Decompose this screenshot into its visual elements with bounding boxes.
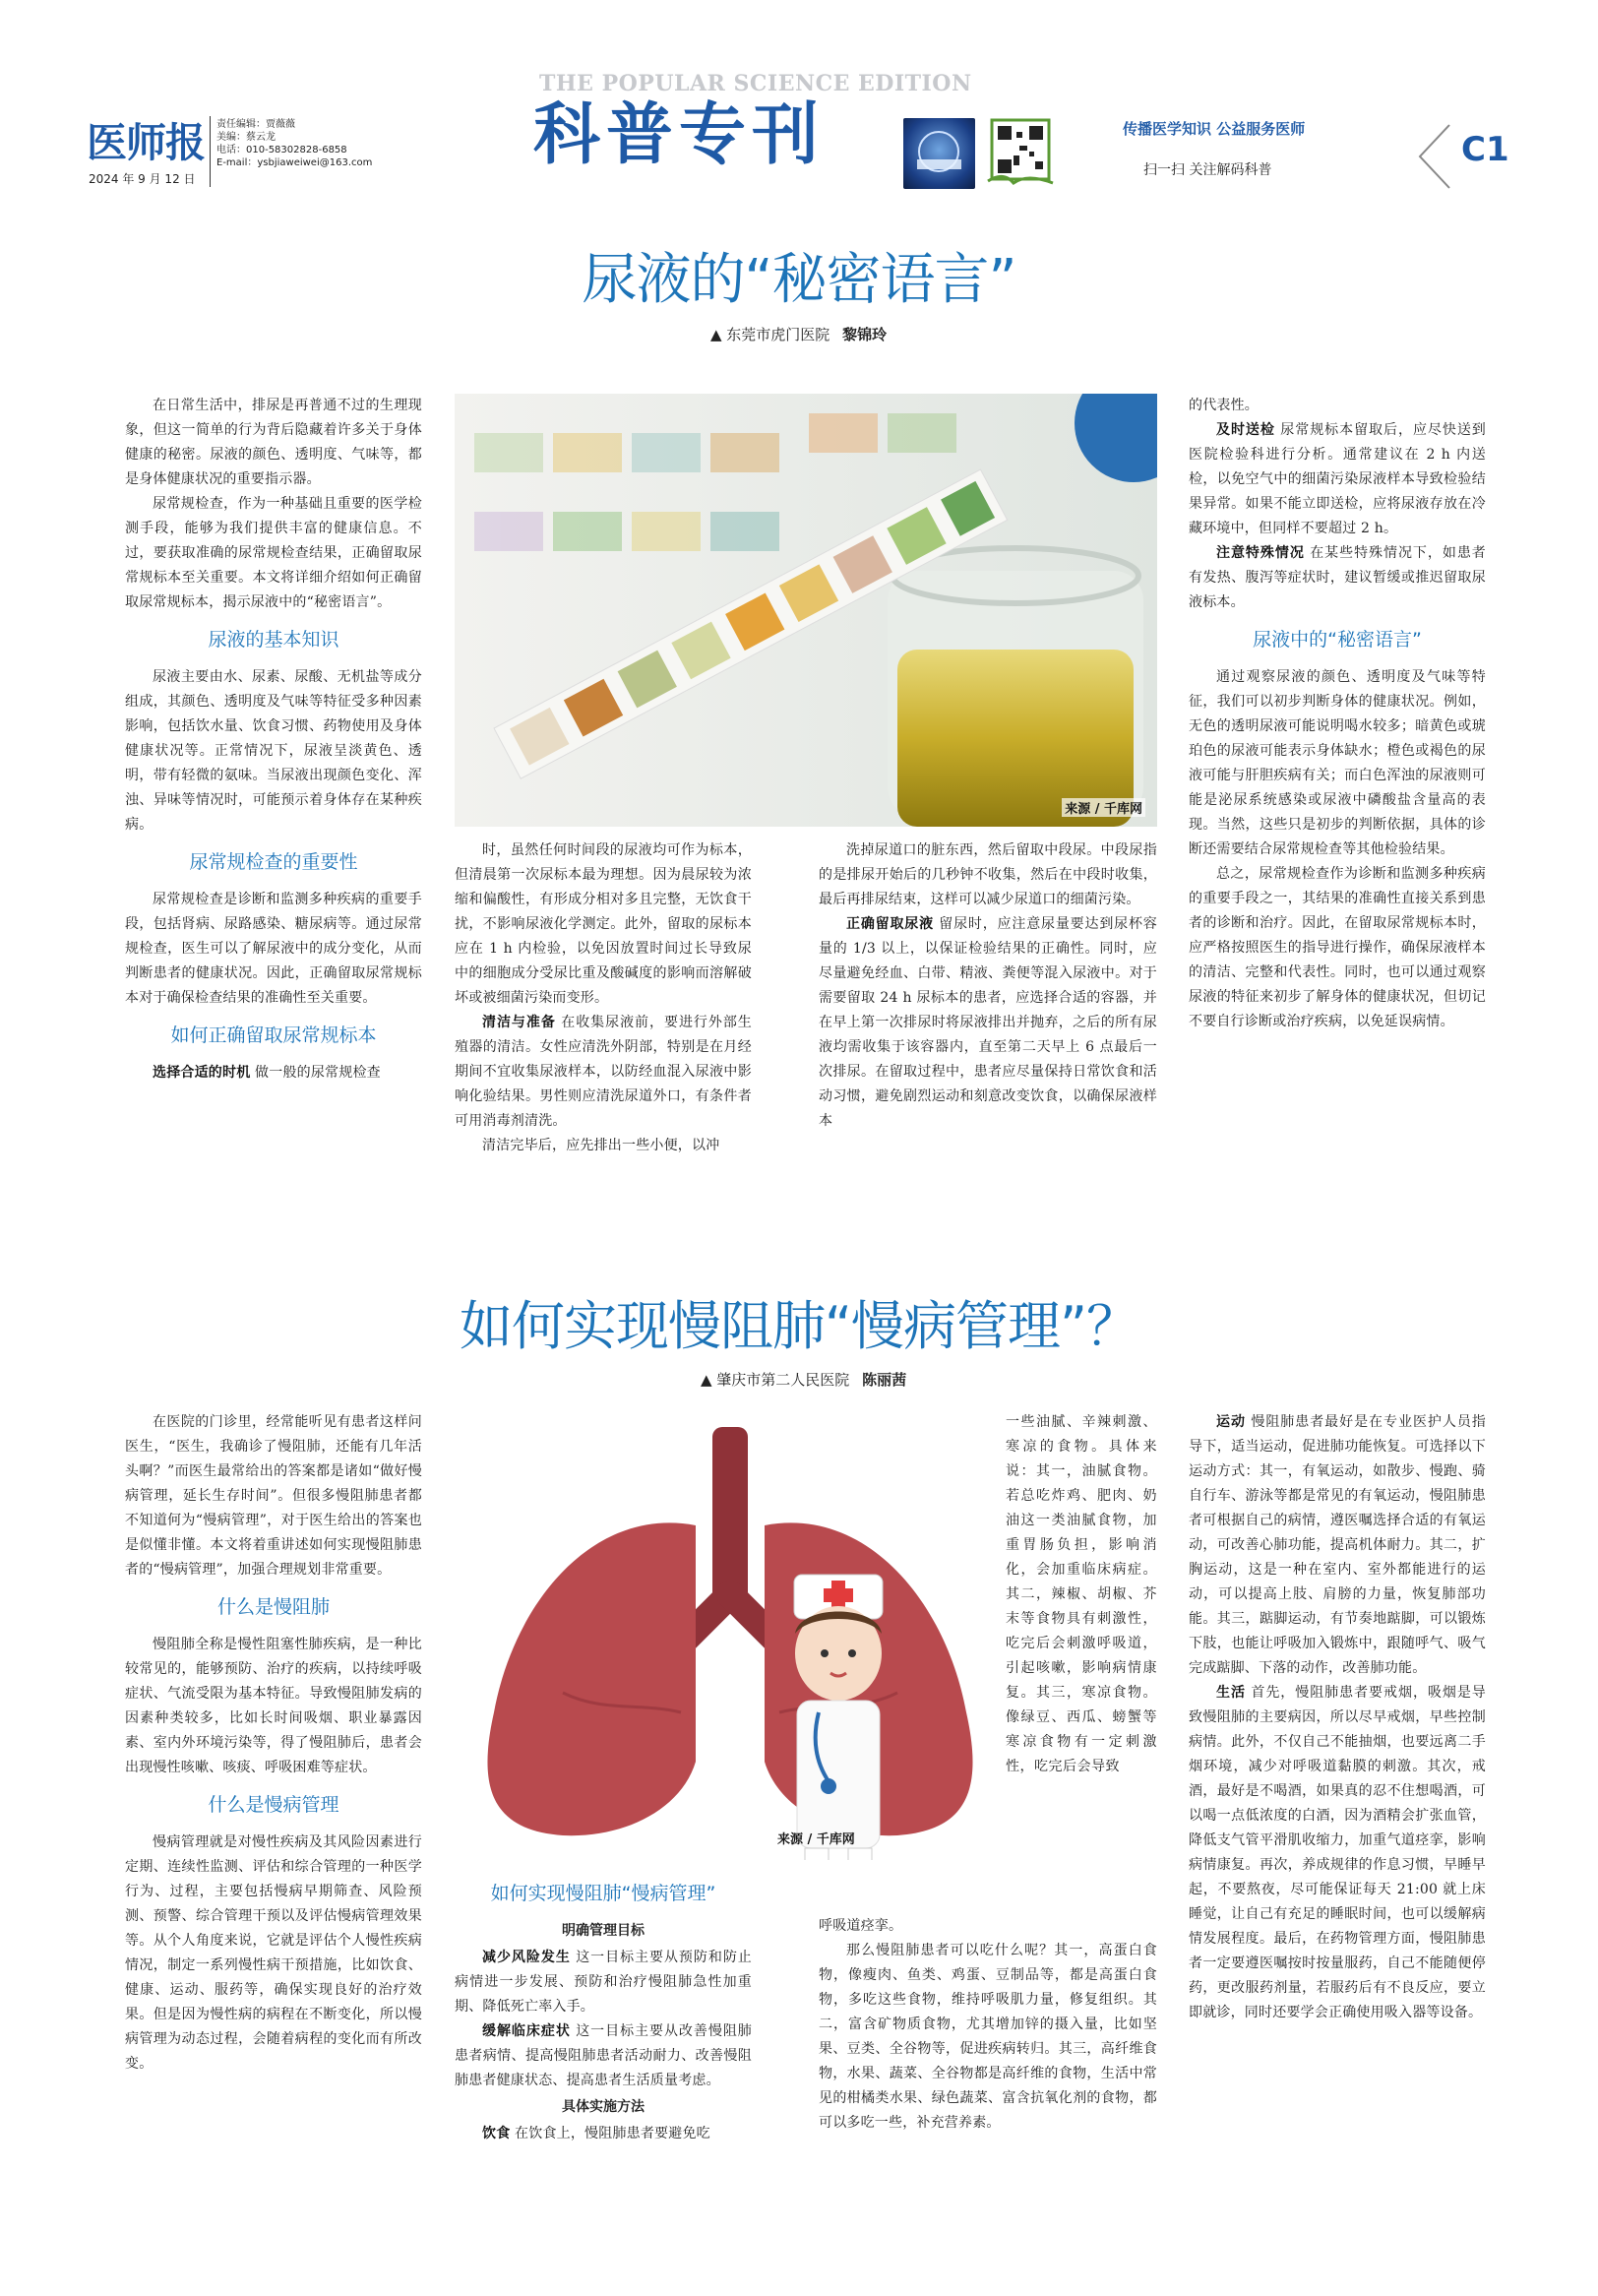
lead-in-phrase: 运动 bbox=[1216, 1414, 1246, 1430]
lead-in-phrase: 饮食 bbox=[482, 2126, 511, 2141]
lead-in-phrase: 减少风险发生 bbox=[482, 1950, 571, 1965]
section-heading: 尿液中的“秘密语言” bbox=[1253, 629, 1422, 651]
article2-col3 bbox=[819, 1914, 1157, 2136]
paragraph-text: 首先，慢阻肺患者要戒烟，吸烟是导致慢阻肺的主要病因，所以尽早戒烟，早些控制病情。此外，不仅自己不能抽烟，也要远离二手烟环境，减少对呼吸道黏膜的刺激。其次，戒酒，最好是不喝酒，如果真的忍不住想喝酒，可以喝一点低浓度的白酒，因为酒精会扩张血管，降低支气管平滑肌收缩力，加重气道痉挛，影响病情康复。再次，养成规律的作息习惯，早睡早起，不要熬夜，尽可能保证每天 21:00 就上床睡觉，让自己有充足的睡眠时间，也可以缓解病情发展程度。最后，在药物管理方面，慢阻肺患者一定要遵医嘱按时按量服药，自己不能随便停药，更改服药剂量，若服药后有不良反应，要立即就诊，同时还要学会正确使用吸入器等设备。 bbox=[1189, 1685, 1486, 2020]
paragraph bbox=[455, 2122, 752, 2146]
article2-hospital: ▲ 肇庆市第二人民医院 bbox=[701, 1371, 850, 1389]
paragraph bbox=[455, 1946, 752, 2019]
paragraph bbox=[125, 1633, 422, 1780]
qr-code-icon bbox=[984, 112, 1056, 189]
paragraph-text: 留尿时，应注意尿量要达到尿杯容量的 1/3 以上，以保证检验结果的正确性。同时，应尽量避免经血、白带、精液、粪便等混入尿液中。对于需要留取 24 h 尿标本的患者，应选择合适的容器，并在早上第一次排尿时将尿液排出并抛弃，之后的所有尿液均需收集于该容器内，直至第二天早上 6 点最后一次排尿。在留取过程中，患者应尽量保持日常饮食和活动习惯，避免剧烈运动和刻意改变饮食，以确保尿液样本 bbox=[819, 916, 1158, 1129]
article2-title: 如何实现慢阻肺“慢病管理”？ bbox=[460, 1295, 1138, 1357]
article1-col2 bbox=[455, 838, 752, 1158]
paragraph-text: 在饮食上，慢阻肺患者要避免吃 bbox=[510, 2126, 710, 2141]
designer-label: 美编：蔡云龙 bbox=[216, 132, 276, 143]
paragraph-text: 总之，尿常规检查作为诊断和监测多种疾病的重要手段之一，其结果的准确性直接关系到患者的诊断和治疗。因此，在留取尿常规标本时，应严格按照医生的指导进行操作，确保尿液样本的清洁、完整和代表性。同时，也可以通过观察尿液的特征来初步了解身体的健康状况，但切记不要自行诊断或治疗疾病，以免延误病情。 bbox=[1189, 866, 1486, 1029]
paragraph-text: 在某些特殊情况下，如患者有发热、腹泻等症状时，建议暂缓或推迟留取尿液标本。 bbox=[1189, 545, 1486, 610]
paragraph bbox=[455, 838, 752, 1011]
phone-label: 电话：010-58302828-6858 bbox=[216, 145, 347, 155]
paragraph-text: 这一目标主要从预防和防止病情进一步发展、预防和治疗慢阻肺急性加重期、降低死亡率入手。 bbox=[455, 1950, 752, 2015]
paragraph-text: 慢病管理就是对慢性疾病及其风险因素进行定期、连续性监测、评估和综合管理的一种医学行为、过程，主要包括慢病早期筛查、风险预测、预警、综合管理干预以及评估慢病管理效果等。从个人角度来说，它就是评估个人慢性疾病情况，制定一系列慢性病干预措施，比如饮食、健康、运动、服药等，确保实现良好的治疗效果。但是因为慢性病的病程在不断变化，所以慢病管理为动态过程，会随着病程的变化而有所改变。 bbox=[125, 1834, 422, 2072]
paragraph-text: 这一目标主要从改善慢阻肺患者病情、提高慢阻肺患者活动耐力、改善慢阻肺患者健康状态、提高患者生活质量考虑。 bbox=[455, 2023, 752, 2088]
page-number: C1 bbox=[1461, 130, 1509, 169]
paragraph bbox=[1189, 862, 1486, 1034]
slogan: 传播医学知识 公益服务医师 bbox=[1123, 120, 1306, 138]
editor-info bbox=[216, 118, 372, 169]
paragraph bbox=[455, 1011, 752, 1134]
article2-col1 bbox=[125, 1410, 422, 2077]
paragraph-text: 洗掉尿道口的脏东西，然后留取中段尿。中段尿指的是排尿开始后的几秒钟不收集，然后在中段时收集，最后再排尿结束，这样可以减少尿道口的细菌污染。 bbox=[819, 842, 1157, 907]
paragraph bbox=[1189, 418, 1486, 541]
paragraph bbox=[455, 2019, 752, 2093]
lungs-and-nurse-illustration bbox=[455, 1417, 1006, 1860]
paragraph bbox=[1189, 1410, 1486, 1681]
article2-col2 bbox=[455, 1869, 752, 2146]
article1-hospital: ▲ 东莞市虎门医院 bbox=[710, 326, 830, 343]
paragraph-text: 通过观察尿液的颜色、透明度及气味等特征，我们可以初步判断身体的健康状况。例如，无色的透明尿液可能说明喝水较多；暗黄色或琥珀色的尿液可能表示身体缺水；橙色或褐色的尿液可能与肝胆疾病有关；而白色浑浊的尿液则可能是泌尿系统感染或尿液中磷酸盐含量高的表现。当然，这些只是初步的判断依据，具体的诊断还需要结合尿常规检查等其他检验结果。 bbox=[1189, 669, 1486, 857]
paragraph-text: 在医院的门诊里，经常能听见有患者这样问医生，“医生，我确诊了慢阻肺，还能有几年活头啊？”而医生最常给出的答案都是诸如“做好慢病管理，延长生存时间”。但很多慢阻肺患者都不知道何为“慢病管理”，对于医生给出的答案也是似懂非懂。本文将着重讲述如何实现慢阻肺患者的“慢病管理”，加强合理规划非常重要。 bbox=[125, 1414, 422, 1578]
article2-byline bbox=[701, 1369, 906, 1390]
section-heading: 什么是慢病管理 bbox=[208, 1794, 339, 1816]
section-heading: 如何实现慢阻肺“慢病管理” bbox=[490, 1883, 716, 1904]
paragraph-text: 在日常生活中，排尿是再普通不过的生理现象，但这一简单的行为背后隐藏着许多关于身体健康的秘密。尿液的颜色、透明度、气味等，都是身体健康状况的重要指示器。 bbox=[125, 398, 422, 487]
paragraph bbox=[125, 665, 422, 838]
article2-col3-top-text: 一些油腻、辛辣刺激、寒凉的食物。具体来说：其一，油腻食物。若总吃炸鸡、肥肉、奶油这一类油腻食物，加重胃肠负担，影响消化，会加重临床病症。其二，辣椒、胡椒、芥末等食物具有刺激性，吃完后会刺激呼吸道，引起咳嗽，影响病情康复。其三，寒凉食物。像绿豆、西瓜、螃蟹等寒凉食物有一定刺激性，吃完后会导致 bbox=[1006, 1414, 1157, 1774]
article1-col3 bbox=[819, 838, 1157, 1134]
article2-author: 陈丽茜 bbox=[862, 1371, 907, 1389]
paragraph-text: 时，虽然任何时间段的尿液均可作为标本，但清晨第一次尿标本最为理想。因为晨尿较为浓缩和偏酸性，有形成分相对多且完整，无饮食干扰，不影响尿液化学测定。此外，留取的尿标本应在 1 h 内检验，以免因放置时间过长导致尿中的细胞成分受尿比重及酸碱度的影响而溶解破坏或被细菌污染而变形。 bbox=[455, 842, 752, 1006]
masthead bbox=[0, 0, 1598, 202]
paragraph bbox=[819, 838, 1157, 912]
paragraph bbox=[819, 1939, 1157, 2136]
article2-col4 bbox=[1189, 1410, 1486, 2025]
qr-code bbox=[984, 112, 1056, 189]
scan-prompt: 扫一扫 关注解码科普 bbox=[1143, 162, 1272, 178]
article2-col3-top bbox=[1006, 1410, 1157, 1779]
lung-illustration bbox=[455, 1417, 1006, 1860]
paragraph bbox=[1189, 1681, 1486, 2025]
paragraph bbox=[819, 912, 1157, 1134]
paragraph bbox=[125, 1831, 422, 2077]
article1-col1 bbox=[125, 394, 422, 1086]
paragraph-text: 在收集尿液前，要进行外部生殖器的清洁。女性应清洗外阴部，特别是在月经期间不宜收集尿液样本，以防经血混入尿液中影响化验结果。男性则应清洗尿道外口，有条件者可用消毒剂清洗。 bbox=[455, 1015, 753, 1129]
edition-english: THE POPULAR SCIENCE EDITION bbox=[539, 71, 972, 96]
program-logo-icon bbox=[903, 118, 975, 189]
article1-col4 bbox=[1189, 394, 1486, 1034]
article1-photo bbox=[455, 394, 1157, 827]
paragraph-text: 尿常规标本留取后，应尽快送到医院检验科进行分析。通常建议在 2 h 内送检，以免空气中的细菌污染尿液样本导致检验结果异常。如果不能立即送检，应将尿液存放在冷藏环境中，但同样不要超过 2 h。 bbox=[1189, 422, 1486, 536]
subsection-heading: 明确管理目标 bbox=[562, 1923, 645, 1939]
masthead-divider bbox=[210, 116, 211, 187]
paragraph bbox=[819, 1914, 1157, 1939]
lead-in-phrase: 注意特殊情况 bbox=[1216, 545, 1305, 561]
article1-byline bbox=[710, 324, 887, 344]
page-tab-chevron-icon bbox=[1414, 123, 1453, 192]
paragraph bbox=[125, 888, 422, 1011]
section-heading: 尿液的基本知识 bbox=[208, 629, 339, 651]
program-logo bbox=[903, 118, 975, 189]
paragraph bbox=[125, 492, 422, 615]
paragraph-text: 清洁完毕后，应先排出一些小便，以冲 bbox=[482, 1138, 720, 1153]
lead-in-phrase: 清洁与准备 bbox=[482, 1015, 556, 1030]
subsection-heading: 具体实施方法 bbox=[562, 2099, 645, 2115]
editor-label: 责任编辑：贾薇薇 bbox=[216, 119, 295, 130]
paragraph-text: 呼吸道痉挛。 bbox=[819, 1918, 903, 1934]
paragraph bbox=[455, 1134, 752, 1158]
section-heading: 什么是慢阻肺 bbox=[216, 1596, 330, 1618]
paragraph-text: 尿常规检查是诊断和监测多种疾病的重要手段，包括肾病、尿路感染、糖尿病等。通过尿常规检查，医生可以了解尿液中的成分变化，从而判断患者的健康状况。因此，正确留取尿常规标本对于确保检查结果的准确性至关重要。 bbox=[125, 892, 422, 1006]
article1-photo-credit: 来源 / 千库网 bbox=[1062, 798, 1145, 817]
urine-test-strip-photo bbox=[455, 394, 1157, 827]
paragraph-text: 慢阻肺患者最好是在专业医护人员指导下，适当运动，促进肺功能恢复。可选择以下运动方式：其一，有氧运动，如散步、慢跑、骑自行车、游泳等都是常见的有氧运动，慢阻肺患者可根据自己的病情，遵医嘱选择合适的有氧运动，可改善心肺功能，提高机体耐力。其二，扩胸运动，这是一种在室内、室外都能进行的运动，可以提高上肢、肩膀的力量，恢复肺部功能。其三，踮脚运动，有节奏地踮脚，可以锻炼下肢，也能让呼吸加入锻炼中，跟随呼气、吸气完成踮脚、下落的动作，改善肺功能。 bbox=[1189, 1414, 1486, 1676]
section-heading: 尿常规检查的重要性 bbox=[189, 851, 358, 873]
article1-author: 黎锦玲 bbox=[842, 326, 888, 343]
paragraph bbox=[125, 1061, 422, 1086]
issue-date: 2024 年 9 月 12 日 bbox=[89, 172, 196, 186]
lead-in-phrase: 正确留取尿液 bbox=[846, 916, 934, 932]
paragraph-text: 的代表性。 bbox=[1189, 398, 1259, 413]
article1-title: 尿液的“秘密语言” bbox=[582, 248, 1016, 312]
paragraph-text: 慢阻肺全称是慢性阻塞性肺疾病，是一种比较常见的，能够预防、治疗的疾病，以持续呼吸症状、气流受限为基本特征。导致慢阻肺发病的因素种类较多，比如长时间吸烟、职业暴露因素、室内外环境污染等，得了慢阻肺后，患者会出现慢性咳嗽、咳痰、呼吸困难等症状。 bbox=[125, 1637, 422, 1775]
lead-in-phrase: 缓解临床症状 bbox=[482, 2023, 571, 2039]
paragraph bbox=[1189, 541, 1486, 615]
paragraph-text: 那么慢阻肺患者可以吃什么呢？其一，高蛋白食物，像瘦肉、鱼类、鸡蛋、豆制品等，都是高蛋白食物，多吃这些食物，维持呼吸肌力量，修复组织。其二，富含矿物质食物，尤其增加锌的摄入量，比如坚果、豆类、全谷物等，促进疾病转归。其三，高纤维食物，水果、蔬菜、全谷物都是高纤维的食物，生活中常见的柑橘类水果、绿色蔬菜、富含抗氧化剂的食物，都可以多吃一些，补充营养素。 bbox=[819, 1943, 1157, 2131]
paragraph-text: 尿液主要由水、尿素、尿酸、无机盐等成分组成，其颜色、透明度及气味等特征受多种因素影响，包括饮水量、饮食习惯、药物使用及身体健康状况等。正常情况下，尿液呈淡黄色、透明，带有轻微的氨味。当尿液出现颜色变化、浑浊、异味等情况时，可能预示着身体存在某种疾病。 bbox=[125, 669, 422, 833]
lead-in-phrase: 选择合适的时机 bbox=[153, 1065, 251, 1081]
section-heading: 如何正确留取尿常规标本 bbox=[170, 1024, 377, 1046]
edition-title: 科普专刊 bbox=[533, 96, 826, 174]
paragraph bbox=[125, 1410, 422, 1582]
lead-in-phrase: 生活 bbox=[1216, 1685, 1246, 1701]
newspaper-logo: 医师报 bbox=[87, 119, 205, 166]
paragraph bbox=[1189, 665, 1486, 862]
email-label: E-mail：ysbjiaweiwei@163.com bbox=[216, 157, 373, 168]
article2-illustration-credit: 来源 / 千库网 bbox=[777, 1832, 855, 1847]
paragraph-text: 尿常规检查，作为一种基础且重要的医学检测手段，能够为我们提供丰富的健康信息。不过，要获取准确的尿常规检查结果，正确留取尿常规标本至关重要。本文将详细介绍如何正确留取尿常规标本，揭示尿液中的“秘密语言”。 bbox=[125, 496, 422, 610]
paragraph-text: 做一般的尿常规检查 bbox=[250, 1065, 381, 1081]
paragraph bbox=[1189, 394, 1486, 418]
lead-in-phrase: 及时送检 bbox=[1216, 422, 1275, 438]
paragraph bbox=[125, 394, 422, 492]
